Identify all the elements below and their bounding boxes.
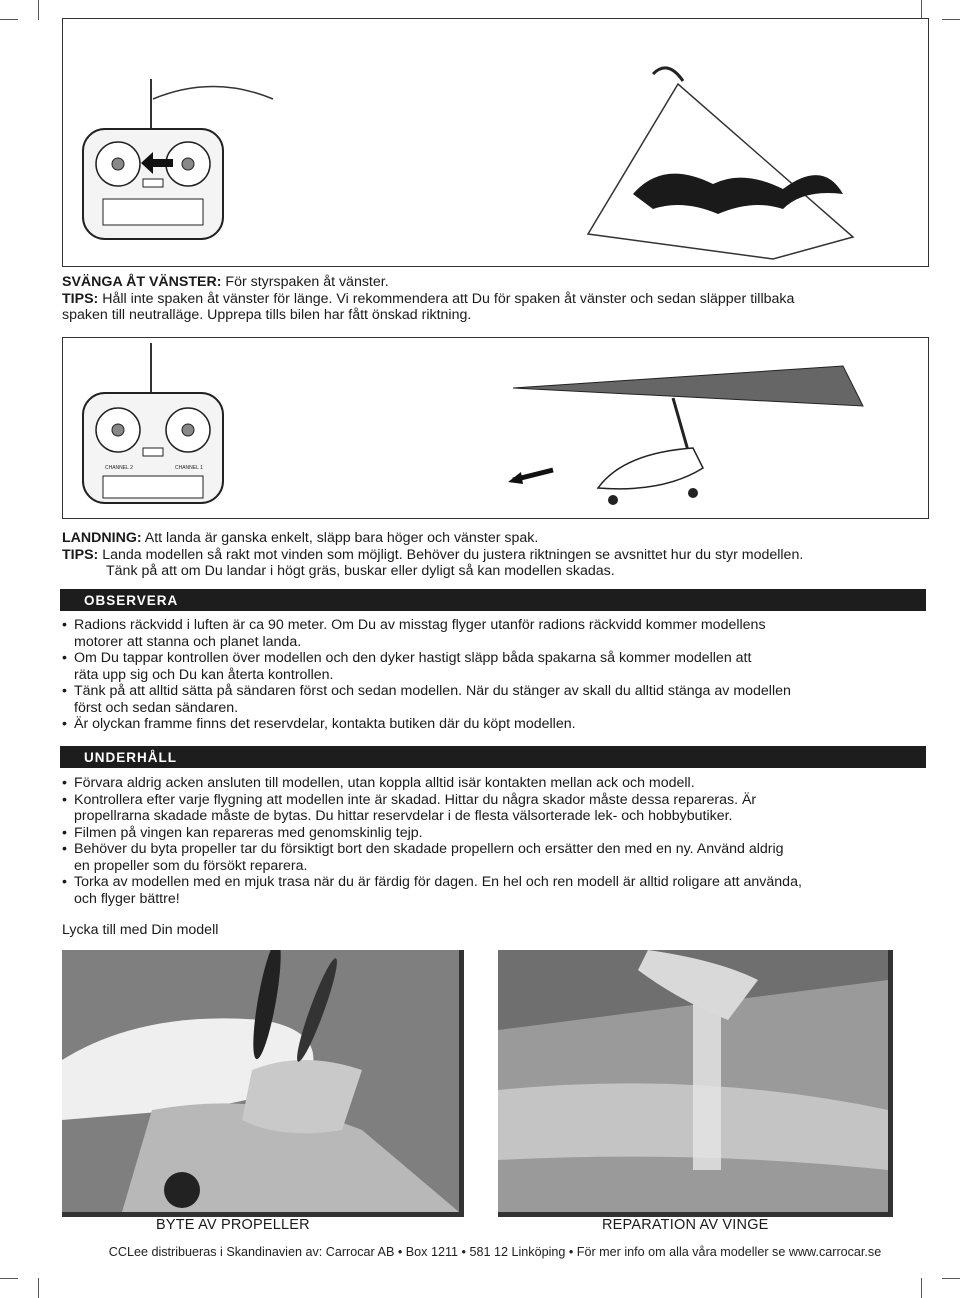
turn-left-text — [62, 274, 932, 324]
turn-left-tips-line2: spaken till neutralläge. Upprepa tills bilen har fått önskad riktning. — [62, 307, 472, 323]
list-item: • Torka av modellen med en mjuk trasa när du är färdig för dagen. En hel och ren modell är alltid roligare att använda, och flyger bättre! — [60, 874, 940, 907]
underhall-list — [60, 775, 940, 907]
list-item: • Kontrollera efter varje flygning att modellen inte är skadad. Hittar du några skador måste dessa repareras. Är propellrarna skadade måste de bytas. Du hittar reservdelar i de flesta välsorterade lek- och hobbybutiker. — [60, 792, 940, 825]
crop-mark — [0, 19, 18, 20]
transmitter-illustration — [83, 79, 273, 239]
wing-repair-photo — [498, 950, 893, 1217]
underhall-title: UNDERHÅLL — [84, 750, 177, 765]
list-item: • Förvara aldrig acken ansluten till modellen, utan koppla alltid isär kontakten mellan ack och modell. — [60, 775, 940, 792]
crop-mark — [38, 1278, 39, 1298]
crop-mark — [942, 1278, 960, 1279]
landing-illustration — [63, 338, 928, 518]
crop-mark — [38, 0, 39, 20]
landing-tips-line2: Tänk på att om Du landar i högt gräs, buskar eller dyligt så kan modellen skadas. — [106, 563, 615, 579]
propeller-caption: BYTE AV PROPELLER — [156, 1217, 310, 1233]
transmitter-illustration — [83, 343, 223, 503]
list-item: • Filmen på vingen kan repareras med genomskinlig tejp. — [60, 825, 940, 842]
turn-left-tips-line1: Håll inte spaken åt vänster för länge. Vi rekommendera att Du för spaken åt vänster och sedan släpper tillbaka — [98, 290, 795, 307]
figure-landing — [62, 337, 929, 519]
observera-list — [60, 617, 940, 733]
list-item: • Radions räckvidd i luften är ca 90 meter. Om Du av misstag flyger utanför radions räckvidd kommer modellens motorer att stanna och planet landa. — [60, 617, 940, 650]
list-item: • Tänk på att alltid sätta på sändaren först och sedan modellen. När du stänger av skall du alltid stänga av modellen först och sedan sändaren. — [60, 683, 940, 716]
turn-left-heading: SVÄNGA ÅT VÄNSTER: — [62, 274, 222, 290]
list-item: • Behöver du byta propeller tar du försiktigt bort den skadade propellern och ersätter den med en ny. Använd aldrig en propeller som du försökt reparera. — [60, 841, 940, 874]
landing-text — [62, 530, 942, 580]
wing-caption: REPARATION AV VINGE — [602, 1217, 769, 1233]
observera-banner — [60, 589, 926, 611]
crop-mark — [942, 19, 960, 20]
channel-left-label: CHANNEL 2 — [105, 465, 133, 471]
propeller-photo — [62, 950, 464, 1217]
landing-heading-text: Att landa är ganska enkelt, släpp bara höger och vänster spak. — [141, 530, 539, 546]
channel-right-label: CHANNEL 1 — [175, 465, 203, 471]
list-item: • Är olyckan framme finns det reservdelar, kontakta butiken där du köpt modellen. — [60, 716, 940, 733]
underhall-banner — [60, 746, 926, 768]
bat-glider-illustration — [588, 68, 853, 259]
glider-illustration — [508, 366, 863, 505]
figure-turn-left — [62, 18, 929, 267]
turn-left-heading-text: För styrspaken åt vänster. — [221, 274, 389, 290]
observera-title: OBSERVERA — [84, 593, 179, 608]
crop-mark — [0, 1278, 18, 1279]
crop-mark — [921, 1278, 922, 1298]
turn-left-illustration — [63, 19, 928, 266]
landing-tips-label: TIPS: — [62, 546, 99, 563]
turn-left-tips-label: TIPS: — [62, 290, 99, 307]
footer-distribution: CCLee distribueras i Skandinavien av: Carrocar AB • Box 1211 • 581 12 Linköping • För mer info om alla våra modeller se www.carrocar.se — [108, 1245, 882, 1259]
crop-mark — [921, 0, 922, 20]
closing-text: Lycka till med Din modell — [62, 922, 219, 938]
list-item: • Om Du tappar kontrollen över modellen och den dyker hastigt släpp båda spakarna så kommer modellen att räta upp sig och Du kan återta kontrollen. — [60, 650, 940, 683]
landing-heading: LANDNING: — [62, 530, 142, 546]
landing-tips-line1: Landa modellen så rakt mot vinden som möjligt. Behöver du justera riktningen se avsnittet hur du styr modellen. — [98, 546, 804, 563]
